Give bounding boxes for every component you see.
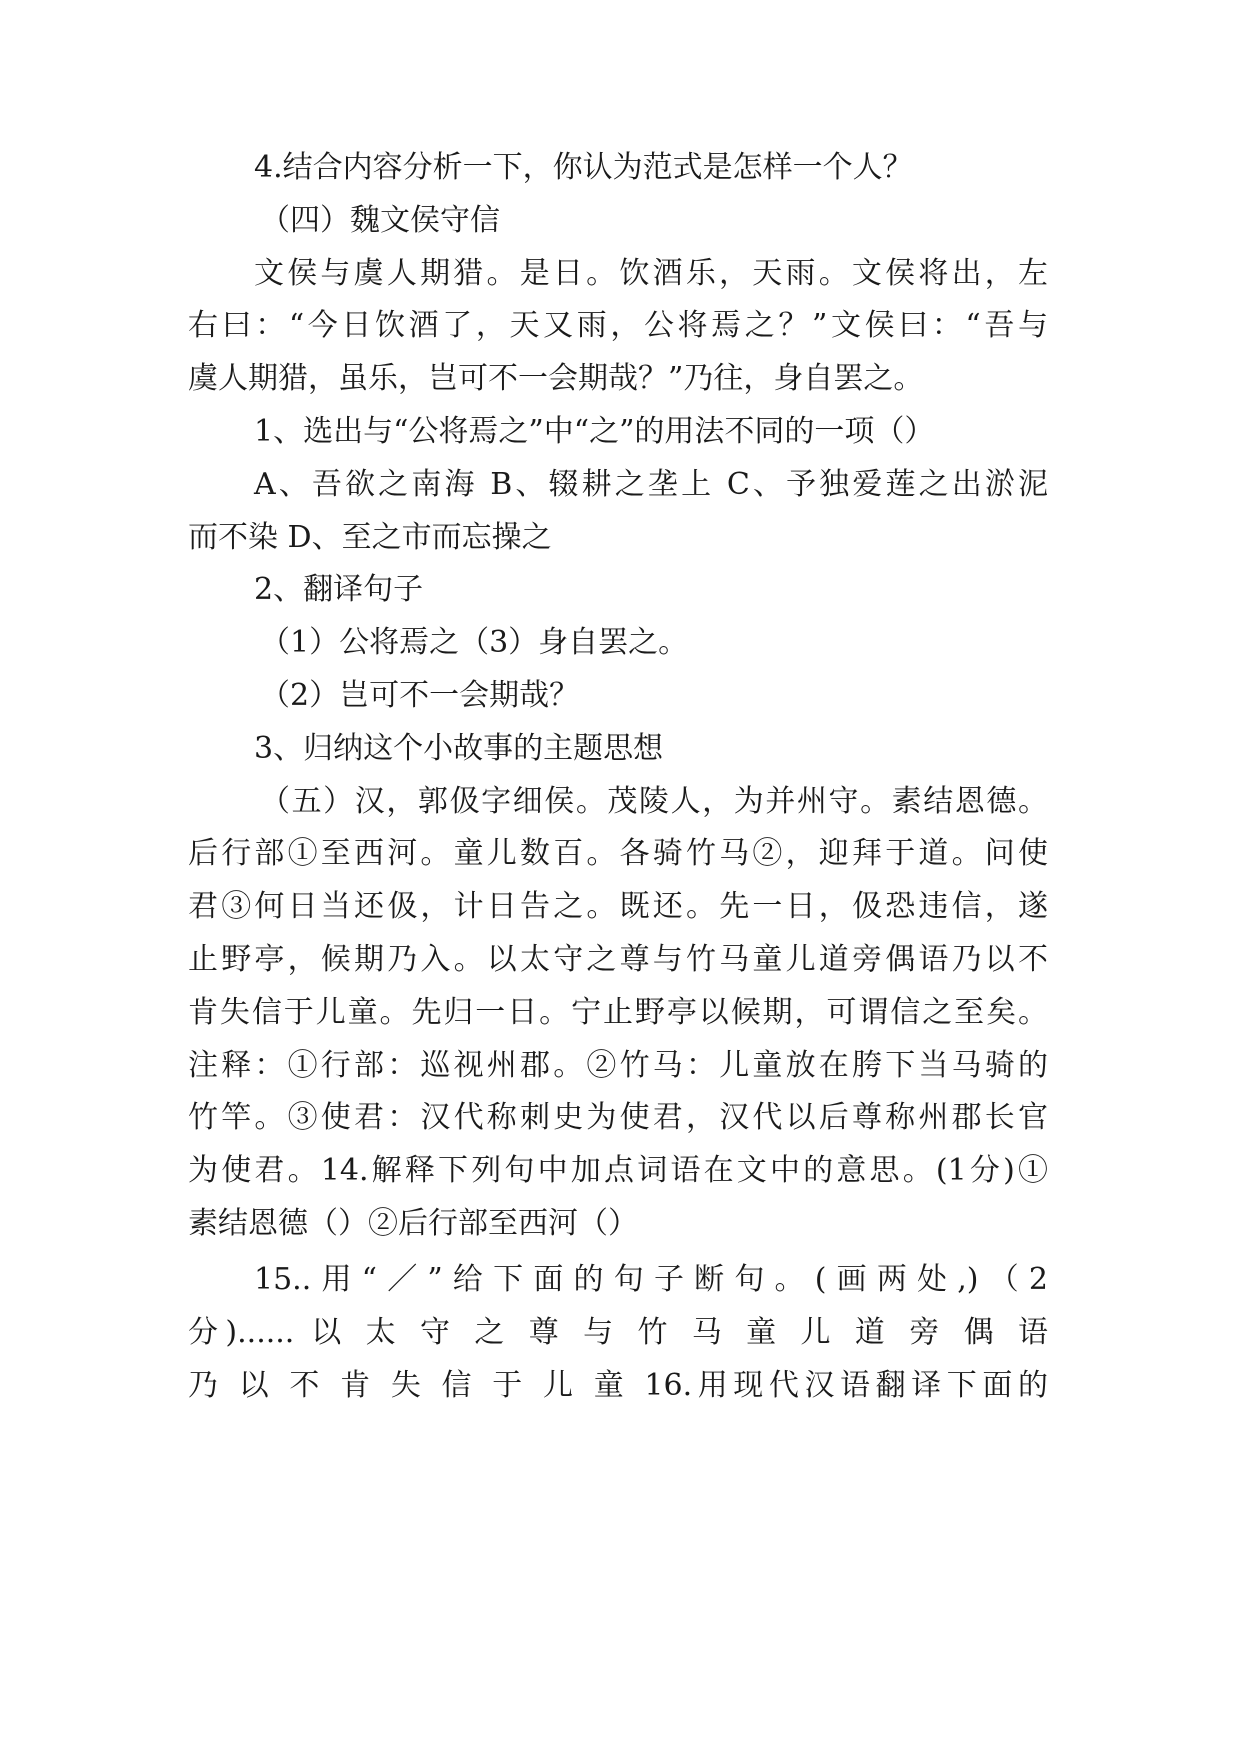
question-3: 3、归纳这个小故事的主题思想 xyxy=(254,731,664,766)
question-1-options: A、吾欲之南海 B、辍耕之垄上 C、予独爱莲之出淤泥 xyxy=(254,467,1048,502)
section-4-title: （四）魏文侯守信 xyxy=(260,203,500,238)
question-15: 乃 以 不 肯 失 信 于 儿 童 16.用现代汉语翻译下面的 xyxy=(188,1368,1048,1403)
annotation-line: 注释：①行部：巡视州郡。②竹马：儿童放在胯下当马骑的 xyxy=(188,1048,1048,1083)
question-1: 1、选出与“公将焉之”中“之”的用法不同的一项（） xyxy=(254,414,935,449)
question-15: 15..用“／”给下面的句子断句。(画两处,)（2 xyxy=(254,1262,1048,1297)
annotation-line: 竹竿。③使君：汉代称刺史为使君，汉代以后尊称州郡长官 xyxy=(188,1100,1048,1135)
passage-line: 后行部①至西河。童儿数百。各骑竹马②，迎拜于道。问使 xyxy=(188,836,1048,871)
question-2-item: （2）岂可不一会期哉？ xyxy=(260,678,580,713)
passage-line: 文侯与虞人期猎。是日。饮酒乐，天雨。文侯将出，左 xyxy=(254,256,1048,291)
question-1-options: 而不染 D、至之市而忘操之 xyxy=(188,520,552,555)
passage-line: 虞人期猎，虽乐，岂可不一会期哉？”乃往，身自罢之。 xyxy=(188,361,924,396)
question-4: 4.结合内容分析一下，你认为范式是怎样一个人？ xyxy=(254,150,913,185)
question-14: 为使君。14.解释下列句中加点词语在文中的意思。(1分)① xyxy=(188,1153,1048,1188)
question-14: 素结恩德（）②后行部至西河（） xyxy=(188,1206,638,1241)
passage-line: 君③何日当还伋，计日告之。既还。先一日，伋恐违信，遂 xyxy=(188,889,1048,924)
passage-line: 止野亭，候期乃入。以太守之尊与竹马童儿道旁偶语乃以不 xyxy=(188,942,1048,977)
passage-line: 右曰：“今日饮酒了，天又雨，公将焉之？”文侯曰：“吾与 xyxy=(188,308,1048,343)
question-2-item: （1）公将焉之（3）身自罢之。 xyxy=(260,625,689,660)
passage-line: 肯失信于儿童。先归一日。宁止野亭以候期，可谓信之至矣。 xyxy=(188,995,1048,1030)
question-2: 2、翻译句子 xyxy=(254,572,424,607)
passage-line: （五）汉，郭伋字细侯。茂陵人，为并州守。素结恩德。 xyxy=(260,784,1048,819)
question-15: 分)...... 以 太 守 之 尊 与 竹 马 童 儿 道 旁 偶 语 xyxy=(188,1315,1048,1350)
